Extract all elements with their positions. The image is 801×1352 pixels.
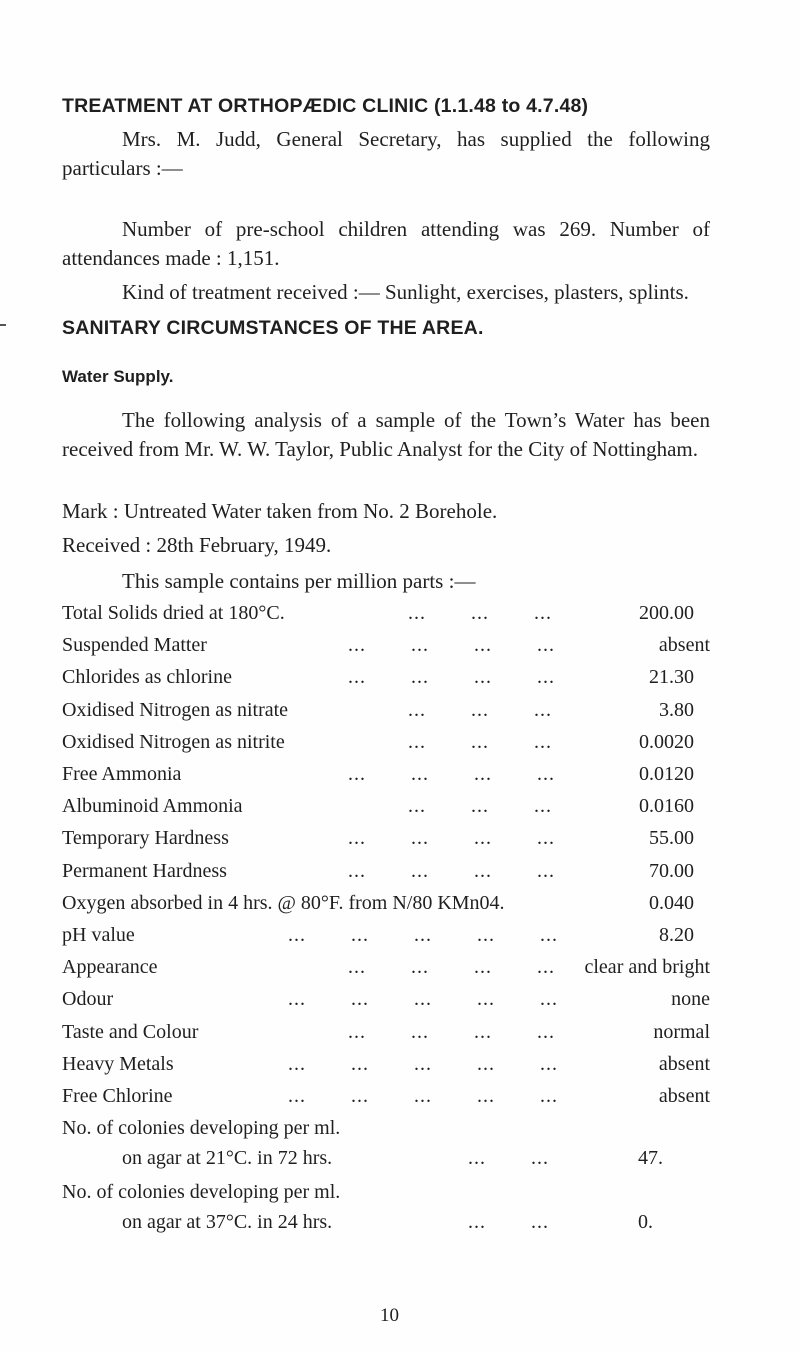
- leader-dots: ... ... ...: [408, 602, 552, 624]
- colonies-value: 47.: [638, 1147, 663, 1170]
- analysis-label: Temporary Hardness: [62, 827, 229, 850]
- analysis-row: [62, 634, 710, 662]
- analysis-value: 3.80: [659, 698, 694, 721]
- leader-dots: ... ... ... ...: [348, 859, 555, 882]
- analysis-row: [62, 1085, 710, 1113]
- mark-line: Mark : Untreated Water taken from No. 2 Borehole.: [62, 499, 498, 523]
- leader-dots: ... ... ...: [408, 698, 552, 721]
- colonies-row: [62, 1117, 710, 1170]
- water-supply-subheading: Water Supply.: [62, 367, 174, 386]
- leader-dots: ... ... ...: [408, 795, 552, 818]
- analysis-label: Appearance: [62, 956, 158, 979]
- sample-intro: This sample contains per million parts :—: [122, 569, 476, 593]
- analysis-value: 8.20: [659, 924, 694, 946]
- analysis-label: Oxidised Nitrogen as nitrate: [62, 698, 289, 721]
- analysis-row: [62, 666, 710, 694]
- analysis-paragraph: [62, 406, 710, 464]
- page-number: 10: [380, 1305, 399, 1326]
- analysis-label: Heavy Metals: [62, 1052, 174, 1075]
- leader-dots: ... ... ... ... ...: [288, 1052, 558, 1075]
- number-paragraph: [62, 215, 710, 273]
- sanitary-heading: SANITARY CIRCUMSTANCES OF THE AREA.: [62, 317, 484, 339]
- analysis-row: [62, 860, 710, 888]
- analysis-row: [62, 795, 710, 823]
- colonies-label-line1: No. of colonies developing per ml.: [62, 1181, 341, 1204]
- margin-mark: [0, 324, 6, 326]
- analysis-value: 0.040: [649, 891, 694, 914]
- leader-dots: ... ... ... ... ...: [288, 1085, 558, 1107]
- analysis-row: [62, 924, 710, 952]
- colonies-row: [62, 1181, 710, 1234]
- analysis-row: [62, 827, 710, 855]
- analysis-row: [62, 731, 710, 759]
- leader-dots: ... ... ... ...: [348, 827, 555, 850]
- number-text: Number of pre-school children attending was 269. Number of attendances made : 1,151.: [62, 217, 710, 270]
- leader-dots: ... ... ... ...: [348, 956, 555, 979]
- analysis-label: Odour: [62, 988, 114, 1011]
- colonies-label-line2: on agar at 21°C. in 72 hrs.: [122, 1147, 333, 1170]
- colonies-label-line2: on agar at 37°C. in 24 hrs.: [122, 1211, 333, 1234]
- leader-dots: ... ... ... ...: [348, 666, 555, 689]
- leader-dots: ... ... ... ... ...: [288, 924, 558, 946]
- leader-dots: ... ... ...: [408, 730, 552, 753]
- analysis-value: absent: [658, 1052, 710, 1075]
- analysis-label: Total Solids dried at 180°C.: [62, 602, 285, 624]
- analysis-row: [62, 1021, 710, 1049]
- analysis-value: 0.0020: [639, 730, 694, 753]
- analysis-row: [62, 956, 710, 984]
- analysis-text: The following analysis of a sample of the Town’s Water has been received from Mr. W. W. Taylor, Public Analyst for the City of Nottingham.: [62, 408, 710, 461]
- analysis-value: 200.00: [639, 602, 694, 624]
- clinic-heading: TREATMENT AT ORTHOPÆDIC CLINIC (1.1.48 to 4.7.48): [62, 95, 589, 117]
- leader-dots: ... ... ... ...: [348, 1020, 555, 1043]
- analysis-row: [62, 602, 710, 630]
- analysis-value: clear and bright: [584, 956, 710, 979]
- analysis-label: Oxidised Nitrogen as nitrite: [62, 730, 285, 753]
- analysis-value: none: [671, 988, 710, 1011]
- analysis-value: absent: [658, 1085, 710, 1107]
- analysis-row: [62, 892, 710, 920]
- analysis-value: normal: [653, 1020, 710, 1043]
- leader-dots: ... ... ... ...: [348, 763, 555, 785]
- leader-dots: ... ... ... ... ...: [288, 988, 558, 1011]
- colonies-label-line1: No. of colonies developing per ml.: [62, 1117, 341, 1140]
- analysis-label: Suspended Matter: [62, 634, 207, 657]
- analysis-row: [62, 988, 710, 1016]
- analysis-value: 21.30: [649, 666, 694, 689]
- leader-dots: ... ...: [468, 1147, 549, 1170]
- leader-dots: ... ... ... ...: [348, 634, 555, 657]
- supplied-paragraph: [62, 125, 710, 183]
- colonies-value: 0.: [638, 1211, 653, 1234]
- kind-text: Kind of treatment received :— Sunlight, exercises, plasters, splints.: [122, 280, 689, 304]
- analysis-value: 0.0120: [639, 763, 694, 785]
- kind-paragraph: [62, 278, 710, 307]
- analysis-row: [62, 1053, 710, 1081]
- analysis-label: Free Ammonia: [62, 763, 182, 785]
- analysis-label: pH value: [62, 924, 135, 946]
- analysis-label: Free Chlorine: [62, 1085, 173, 1107]
- analysis-value: 55.00: [649, 827, 694, 850]
- analysis-label: Chlorides as chlorine: [62, 666, 232, 689]
- analysis-row: [62, 763, 710, 791]
- analysis-label: Albuminoid Ammonia: [62, 795, 243, 818]
- analysis-label: Oxygen absorbed in 4 hrs. @ 80°F. from N/80 KMn04.: [62, 891, 505, 914]
- analysis-label: Permanent Hardness: [62, 859, 227, 882]
- supplied-text: Mrs. M. Judd, General Secretary, has supplied the following particulars :—: [62, 127, 710, 180]
- analysis-value: 70.00: [649, 859, 694, 882]
- analysis-label: Taste and Colour: [62, 1020, 199, 1043]
- leader-dots: ... ...: [468, 1211, 549, 1234]
- analysis-row: [62, 699, 710, 727]
- analysis-value: absent: [658, 634, 710, 657]
- received-line: Received : 28th February, 1949.: [62, 533, 332, 557]
- analysis-value: 0.0160: [639, 795, 694, 818]
